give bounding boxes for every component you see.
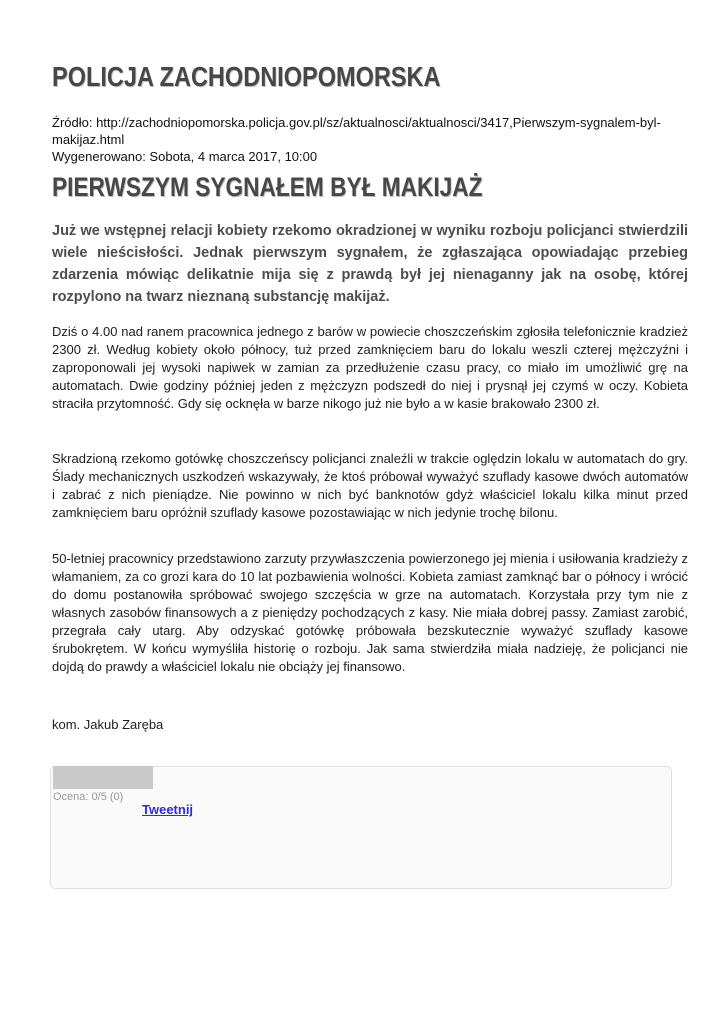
tweet-link[interactable]: Tweetnij — [142, 802, 194, 817]
source-url: Źródło: http://zachodniopomorska.policja.gov.pl/sz/aktualnosci/aktualnosci/3417,Pierwszym-sygnalem-byl-makijaz.html — [52, 115, 661, 147]
article-paragraph: Dziś o 4.00 nad ranem pracownica jednego z barów w powiecie choszczeńskim zgłosiła telefonicznie kradzież 2300 zł. Według kobiety około północy, tuż przed zamknięciem baru do lokalu weszli czterej mężczyźni i zaproponowali jej wysoki napiwek w zamian za przedłużenie czasu pracy, co miało im umożliwić grę na automatach. Dwie godziny później jeden z mężczyzn podszedł do niej i prysnął jej czymś w oczy. Kobieta straciła przytomność. Gdy się ocknęła w barze nikogo już nie było a w kasie brakowało 2300 zł. — [52, 324, 688, 411]
site-title: POLICJA ZACHODNIOPOMORSKA — [52, 61, 441, 92]
article-title: PIERWSZYM SYGNAŁEM BYŁ MAKIJAŻ — [52, 172, 483, 202]
rating-box — [50, 766, 672, 889]
source-block — [52, 114, 688, 165]
lead-paragraph: Już we wstępnej relacji kobiety rzekomo okradzionej w wyniku rozboju policjanci stwierdzili wiele nieścisłości. Jednak pierwszym sygnałem, że zgłaszająca opowiadając przebieg zdarzenia mówiąc delikatnie mija się z prawdą był jej nienaganny jak na osobę, której rozpylono na twarz nieznaną substancję makijaż. — [52, 223, 688, 305]
article-paragraph: Skradzioną rzekomo gotówkę choszczeńscy policjanci znaleźli w trakcie oględzin lokalu w automatach do gry. Ślady mechanicznych uszkodzeń wskazywały, że ktoś próbował wyważyć szuflady kasowe dwóch automatów i zabrać z nich pieniądze. Nie powinno w nich być banknotów gdyż właściciel lokalu kilka minut przed zamknięciem baru opróżnił szuflady kasowe pozostawiając w nich jedynie trochę bilonu. — [52, 451, 688, 520]
article-paragraph: 50-letniej pracownicy przedstawiono zarzuty przywłaszczenia powierzonego jej mienia i usiłowania kradzieży z włamaniem, za co grozi kara do 10 lat pozbawienia wolności. Kobieta zamiast zamknąć bar o północy i wrócić do domu postanowiła spróbować swojego szczęścia w grze na automatach. Korzystała przy tym nie z własnych zasobów finansowych a z pieniędzy pochodzących z kasy. Nie miała dobrej passy. Zamiast zarobić, przegrała cały utarg. Aby odzyskać gotówkę próbowała bezskutecznie wyważyć szuflady kasowe śrubokrętem. W końcu wymyśliła historię o rozboju. Jak sama stwierdziła miała nadzieję, że policjanci nie dojdą do prawdy a właściciel lokalu nie obciąży jej finansowo. — [52, 551, 688, 674]
rating-widget-placeholder — [53, 766, 153, 789]
author-byline: kom. Jakub Zaręba — [52, 717, 164, 732]
generated-date: Wygenerowano: Sobota, 4 marca 2017, 10:00 — [52, 149, 318, 164]
rating-score: Ocena: 0/5 (0) — [53, 791, 124, 803]
